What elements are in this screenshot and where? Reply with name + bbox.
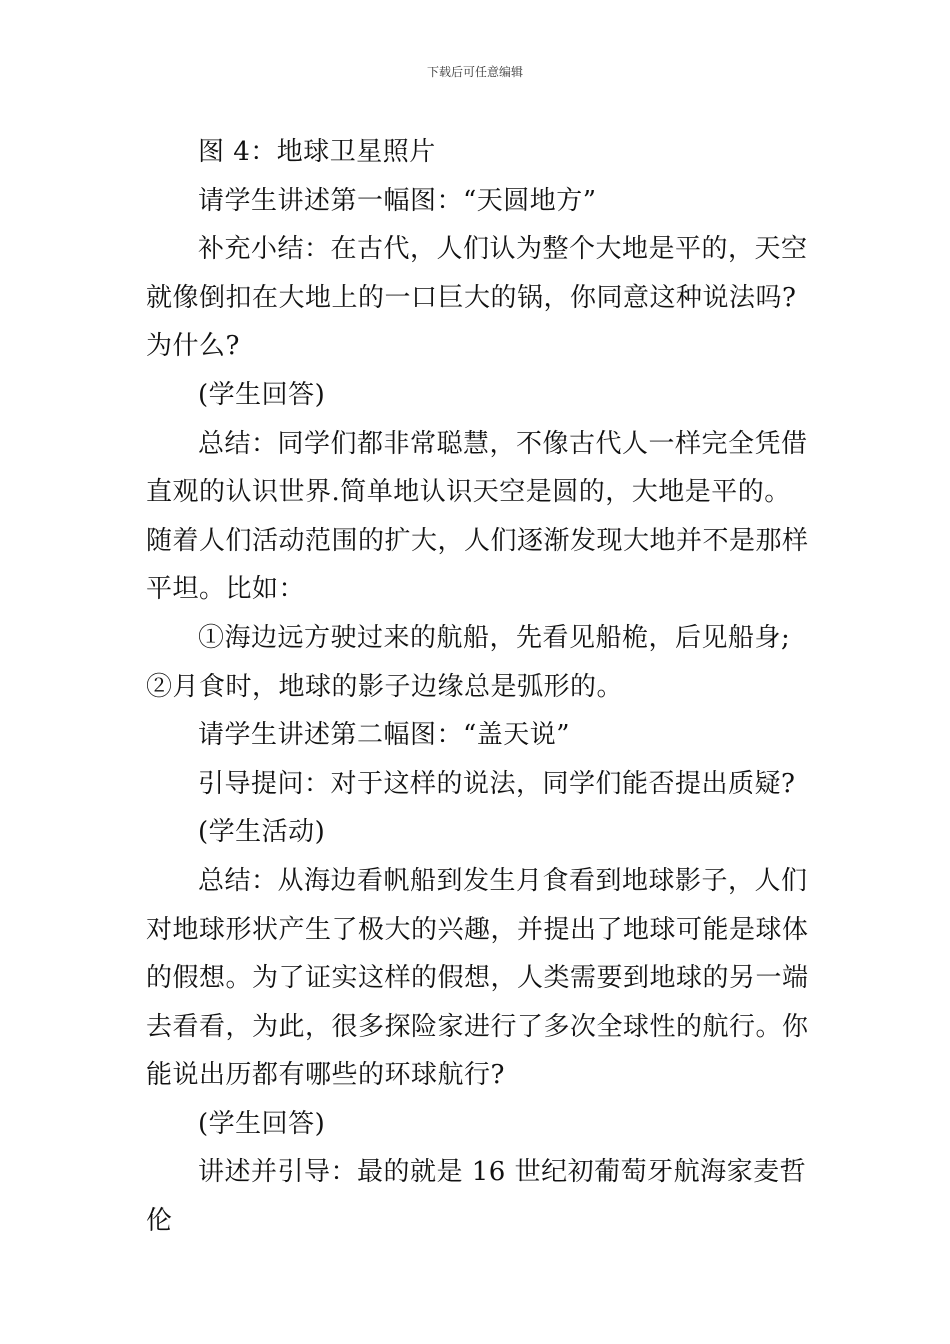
page-header-note: 下载后可任意编辑 (426, 65, 523, 79)
paragraph-figure-caption: 图 4：地球卫星照片 (198, 137, 436, 167)
document-body (146, 128, 810, 1246)
paragraph-student-answer: (学生回答) (198, 379, 326, 410)
paragraph-student-answer-2: (学生回答) (198, 1108, 326, 1139)
paragraph-summary: 总结：同学们都非常聪慧，不像古代人一样完全凭借直观的认识世界.简单地认识天空是圆的，大地是平的。随着人们活动范围的扩大，人们逐渐发现大地并不是那样平坦。比如： (146, 428, 809, 605)
paragraph-first-image-prompt: 请学生讲述第一幅图：“天圆地方” (198, 185, 597, 216)
paragraph-student-activity: (学生活动) (198, 817, 326, 848)
paragraph-summary-voyages: 总结：从海边看帆船到发生月食看到地球影子，人们对地球形状产生了极大的兴趣，并提出了地球可能是球体的假想。为了证实这样的假想，人类需要到地球的另一端去看看，为此，很多探险家进行了多次全球性的航行。你能说出历都有哪些的环球航行? (146, 865, 809, 1091)
paragraph-supplementary-summary: 补充小结：在古代，人们认为整个大地是平的，天空就像倒扣在大地上的一口巨大的锅，你同意这种说法吗?为什么? (146, 234, 808, 362)
paragraph-guiding-question: 引导提问：对于这样的说法，同学们能否提出质疑? (198, 768, 796, 799)
paragraph-narration: 讲述并引导：最的就是 16 世纪初葡萄牙航海家麦哲伦 (146, 1157, 807, 1237)
paragraph-examples: ①海边远方驶过来的航船，先看见船桅，后见船身;②月食时，地球的影子边缘总是弧形的。 (146, 622, 791, 702)
paragraph-second-image-prompt: 请学生讲述第二幅图：“盖天说” (198, 720, 571, 751)
